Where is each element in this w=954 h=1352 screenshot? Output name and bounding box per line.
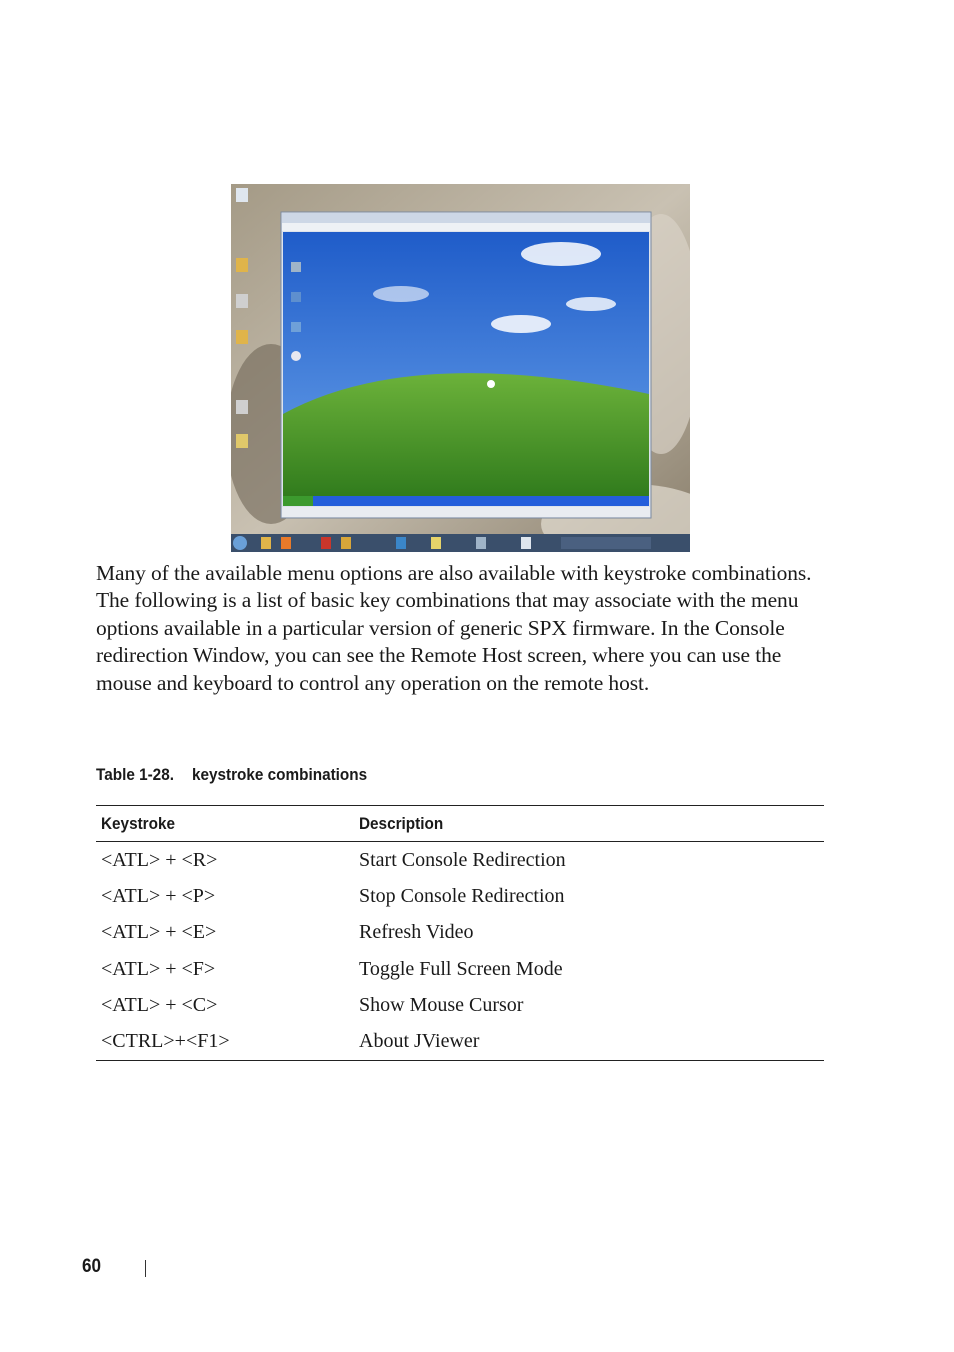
keystroke-cell: <ATL> + <P> bbox=[101, 884, 216, 907]
keystroke-cell: <ATL> + <E> bbox=[101, 921, 217, 944]
table-row bbox=[96, 842, 824, 879]
table-caption-number: Table 1-28. bbox=[96, 765, 174, 784]
header-description: Description bbox=[354, 806, 824, 842]
description-cell: Show Mouse Cursor bbox=[359, 993, 524, 1016]
keystroke-table bbox=[96, 805, 824, 1061]
table-caption bbox=[96, 765, 367, 785]
keystroke-cell: <ATL> + <C> bbox=[101, 993, 218, 1016]
table-row bbox=[96, 915, 824, 951]
table-caption-title: keystroke combinations bbox=[191, 765, 368, 784]
console-redirection-screenshot bbox=[231, 184, 690, 552]
host-taskbar bbox=[231, 534, 690, 552]
page-number: 60 bbox=[82, 1256, 102, 1277]
table-row bbox=[96, 1023, 824, 1060]
header-keystroke: Keystroke bbox=[96, 806, 354, 842]
jviewer-window bbox=[281, 212, 651, 518]
description-cell: Refresh Video bbox=[359, 921, 474, 944]
keystroke-cell: <ATL> + <F> bbox=[101, 957, 216, 980]
description-cell: Stop Console Redirection bbox=[359, 884, 565, 907]
description-cell: Start Console Redirection bbox=[359, 848, 566, 871]
keystroke-cell: <CTRL>+<F1> bbox=[96, 1023, 354, 1060]
table-header-row bbox=[96, 806, 824, 842]
table-row bbox=[96, 951, 824, 987]
page-number-divider bbox=[145, 1260, 146, 1277]
keystroke-cell: <ATL> + <R> bbox=[101, 848, 218, 871]
table-row bbox=[96, 987, 824, 1023]
description-cell: About JViewer bbox=[354, 1023, 824, 1060]
body-paragraph: Many of the available menu options are also available with keystroke combinations. The following is a list of basic key combinations that may associate with the menu options available in a particular version of generic SPX firmware. In the Console redirection Window, you can see the Remote Host screen, where you can use the mouse and keyboard to control any operation on the remote host. bbox=[96, 561, 812, 695]
table-row bbox=[96, 878, 824, 914]
description-cell: Toggle Full Screen Mode bbox=[359, 957, 563, 980]
